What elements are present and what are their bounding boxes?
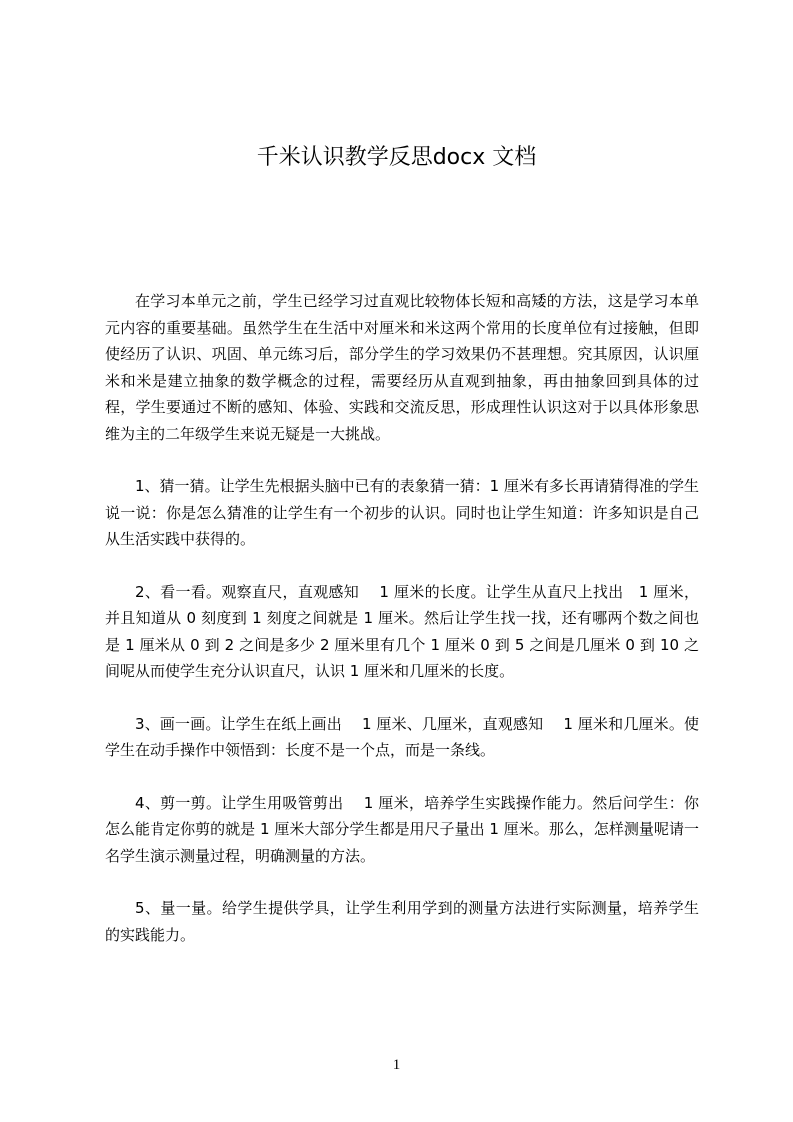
document-body bbox=[105, 288, 699, 974]
paragraph-measure: 5、量一量。给学生提供学具，让学生利用学到的测量方法进行实际测量，培养学生的实践能力。 bbox=[105, 899, 699, 944]
paragraph-intro: 在学习本单元之前，学生已经学习过直观比较物体长短和高矮的方法，这是学习本单元内容的重要基础。虽然学生在生活中对厘米和米这两个常用的长度单位有过接触，但即使经历了认识、巩固、单元练习后，部分学生的学习效果仍不甚理想。究其原因，认识厘米和米是建立抽象的数学概念的过程，需要经历从直观到抽象，再由抽象回到具体的过程，学生要通过不断的感知、体验、实践和交流反思，形成理性认识这对于以具体形象思维为主的二年级学生来说无疑是一大挑战。 bbox=[105, 292, 699, 443]
paragraph-cut: 4、剪一剪。让学生用吸管剪出 1 厘米，培养学生实践操作能力。然后问学生：你怎么能肯定你剪的就是 1 厘米大部分学生都是用尺子量出 1 厘米。那么，怎样测量呢请一名学生演示测量过程，明确测量的方法。 bbox=[105, 793, 699, 865]
document-title: 千米认识教学反思docx 文档 bbox=[256, 145, 537, 170]
paragraph-look: 2、看一看。观察直尺，直观感知 1 厘米的长度。让学生从直尺上找出 1 厘米，并且知道从 0 刻度到 1 刻度之间就是 1 厘米。然后让学生找一找，还有哪两个数之间也是 1 厘米从 0 到 2 之间是多少 2 厘米里有几个 1 厘米 0 到 5 之间是几厘米 0 到 10 之间呢从而使学生充分认识直尺，认识 1 厘米和几厘米的长度。 bbox=[105, 582, 699, 680]
paragraph-guess: 1、猜一猜。让学生先根据头脑中已有的表象猜一猜：1 厘米有多长再请猜得准的学生说一说：你是怎么猜准的让学生有一个初步的认识。同时也让学生知道：许多知识是自己从生活实践中获得的。 bbox=[105, 477, 699, 548]
paragraph-draw: 3、画一画。让学生在纸上画出 1 厘米、几厘米，直观感知 1 厘米和几厘米。使学生在动手操作中领悟到：长度不是一个点，而是一条线。 bbox=[105, 714, 699, 759]
page-number: 1 bbox=[392, 1057, 401, 1073]
